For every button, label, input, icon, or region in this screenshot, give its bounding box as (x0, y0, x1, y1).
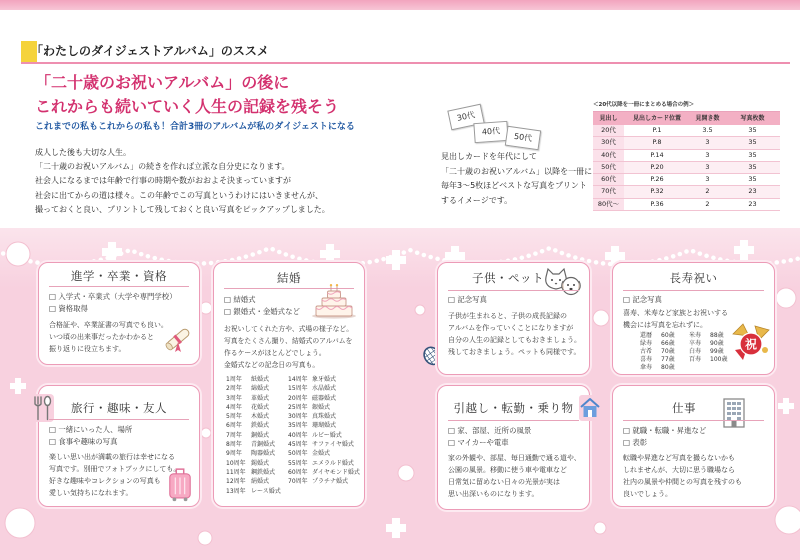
anniversary-row (288, 384, 360, 393)
anniversary-row (226, 421, 281, 430)
anniversary-row (288, 375, 360, 384)
anniversary-cell: 1周年 (226, 376, 242, 383)
table-cell: P.1 (652, 126, 662, 134)
anniversary-row (288, 449, 360, 458)
table-cell: 50代 (593, 162, 624, 173)
anniversary-cell: 4周年 (226, 403, 242, 411)
anniversary-cell: 55周年 (288, 459, 308, 467)
longevity-cell: 古希 (640, 348, 653, 355)
intro-text (35, 146, 330, 217)
anniversary-cell: 錫婚式 (251, 459, 270, 467)
card-text-line: 家の外観や、部屋、毎日通勤で通る道や、 (448, 454, 581, 462)
anniversary-row (288, 440, 360, 449)
anniversary-cell: 70周年 (288, 478, 308, 486)
card-text-line: 日常気に留めない日々の光景が実は (448, 478, 560, 486)
anniversary-row (226, 375, 281, 384)
anniversary-row (288, 459, 360, 468)
card-title: 旅行・趣味・友人 (71, 401, 167, 415)
anniversary-cell: 革婚式 (251, 394, 270, 402)
anniversary-cell: 真珠婚式 (312, 413, 337, 421)
checklist-item: □ マイカーや電車 (448, 438, 509, 447)
table-header-cell: 見出し (599, 115, 618, 122)
table-cell: 35 (748, 126, 757, 134)
table-cell: 2 (705, 187, 710, 196)
table-cell: 3 (705, 138, 710, 147)
anniversary-cell: 銅婚式 (251, 431, 270, 439)
anniversary-row (226, 449, 281, 458)
anniversary-cell: 紙婚式 (251, 376, 270, 383)
anniversary-cell: 14周年 (288, 376, 308, 383)
intro-line: 社会に出てからの道は様々。この年齢でこの写真というわけにはいきませんが、 (35, 190, 323, 200)
anniversary-cell: 40周年 (288, 431, 308, 439)
anniversary-row (288, 421, 360, 430)
card-text-line: 金婚式などの記念日の写真も。 (224, 361, 320, 369)
intro-line: 「二十歳のお祝いアルバム」の続きを作れば立派な自分史になります。 (35, 162, 290, 172)
intro-line: 社会人になるまでは年齢で行事の時期や数がおおよそ決まっていますが (35, 176, 291, 186)
table-cell: P.14 (650, 150, 664, 159)
anniversary-row (226, 394, 281, 403)
anniversary-cell: 7周年 (226, 431, 242, 439)
card-title: 仕事 (672, 401, 696, 415)
table-row (593, 199, 780, 211)
card-text-line: 良いでしょう。 (623, 490, 672, 498)
card-title-rule (49, 286, 189, 287)
anniversary-row (226, 487, 281, 496)
longevity-row (640, 348, 675, 356)
longevity-cell: 60歳 (661, 332, 675, 339)
longevity-row (640, 356, 675, 364)
caption-line: 「二十歳のお祝いアルバム」以降を一冊に (441, 166, 593, 176)
table-body (593, 125, 780, 211)
intro-line: 成人した後も大切な人生。 (35, 148, 131, 157)
longevity-cell: 米寿 (689, 332, 702, 339)
longevity-cell: 緑寿 (640, 340, 653, 347)
checklist (623, 425, 706, 449)
anniversary-cell: 綿婚式 (251, 385, 270, 393)
card-title: 進学・卒業・資格 (71, 269, 167, 283)
longevity-cell: 66歳 (661, 340, 675, 347)
table-cell: P.32 (650, 187, 664, 196)
card-education (38, 262, 200, 365)
anniversary-cell: 銀婚式 (312, 403, 331, 411)
checklist (623, 294, 662, 306)
kicker-rule (21, 62, 790, 64)
caption-line: 見出しカードを年代にして (441, 152, 537, 161)
anniversary-cell: ルビー婚式 (312, 431, 342, 439)
decade-card-50: 50代 (505, 126, 541, 151)
longevity-row (689, 356, 727, 364)
longevity-row (689, 332, 727, 340)
checklist-item: □ 入学式・卒業式（大学や専門学校） (49, 292, 177, 301)
decade-card-40: 40代 (473, 121, 508, 143)
anniversary-cell: 絹婚式 (251, 478, 270, 486)
anniversary-row (288, 477, 360, 486)
longevity-cell: 還暦 (640, 332, 653, 339)
anniversary-cell: 木婚式 (251, 413, 270, 421)
table-row (593, 186, 780, 198)
longevity-cell: 90歳 (710, 340, 724, 347)
card-text-line: 残しておきましょう。ペットも同様です。 (448, 348, 581, 356)
anniversary-row (288, 412, 360, 421)
top-stripe (0, 0, 800, 10)
anniversary-cell: 金婚式 (312, 450, 331, 458)
table-cell: P.26 (650, 175, 664, 184)
table-row (593, 174, 780, 186)
anniversary-cell: 15周年 (288, 385, 308, 393)
anniversary-cell: 陶器婚式 (251, 450, 276, 458)
page-title (35, 71, 339, 118)
longevity-ages-right (689, 332, 727, 364)
longevity-cell: 88歳 (710, 332, 724, 339)
anniversary-cell: 象牙婚式 (312, 376, 337, 383)
caption-line: するイメージです。 (441, 195, 513, 205)
caption-line: 毎年3〜5枚ほどベストな写真をプリント (441, 181, 587, 190)
dog-cat-icon (542, 267, 582, 299)
anniversary-row (226, 468, 281, 477)
longevity-cell: 99歳 (710, 348, 724, 355)
card-text (224, 323, 353, 371)
anniversary-row (226, 403, 281, 412)
card-text-line: アルバムを作っていくことになりますが (448, 324, 574, 332)
anniversary-cell: レース婚式 (251, 487, 281, 495)
table-row (593, 150, 780, 162)
card-title-rule (623, 290, 764, 291)
anniversary-list-left (226, 375, 281, 496)
checklist (49, 291, 177, 315)
card-text (448, 452, 581, 500)
longevity-row (689, 348, 727, 356)
table-header-cell: 見開き数 (695, 115, 720, 122)
anniversary-cell: 20周年 (288, 394, 308, 402)
anniversary-cell: 6周年 (226, 422, 242, 430)
table-cell: 3 (705, 150, 710, 159)
card-text-line: 子供が生まれると、子供の成長記録の (448, 312, 567, 320)
card-text-line: 自分の人生の記録としてもおきましょう。 (448, 336, 581, 344)
card-text (49, 451, 180, 499)
table-cell: P.20 (650, 162, 664, 171)
table-cell: 3.5 (702, 126, 713, 134)
anniversary-row (226, 477, 281, 486)
card-title-rule (623, 420, 764, 421)
anniversary-cell: 11周年 (226, 468, 246, 476)
anniversary-cell: 25周年 (288, 403, 308, 411)
anniversary-row (226, 440, 281, 449)
table-cell: 70代 (593, 186, 624, 197)
anniversary-cell: 35周年 (288, 422, 308, 430)
card-title-rule (49, 419, 189, 420)
card-text-line: お祝いしてくれた方や、式場の様子など。 (224, 325, 354, 333)
table-cell: 35 (748, 138, 757, 147)
card-text-line: 写真です。別冊でフォトブックにしても。 (49, 465, 181, 473)
card-text-line: 愛しい気持ちになれます。 (49, 489, 133, 497)
anniversary-cell: 30周年 (288, 413, 308, 421)
anniversary-row (226, 459, 281, 468)
card-title-rule (448, 420, 579, 421)
anniversary-cell: 磁器婚式 (312, 394, 337, 402)
table-cell: 20代 (593, 125, 624, 136)
card-title: 結婚 (277, 271, 301, 285)
title-line: これからも続いていく人生の記録を残そう (35, 96, 340, 116)
anniversary-cell: 50周年 (288, 450, 308, 458)
table-row (593, 137, 780, 149)
table-cell: 30代 (593, 137, 624, 148)
checklist-item: □ 家、部屋、近所の風景 (448, 426, 532, 435)
card-text-line: 写真をたくさん撮り、結婚式のアルバムを (224, 337, 353, 345)
table-row (593, 125, 780, 137)
card-text (448, 310, 581, 358)
anniversary-cell: プラチナ婚式 (312, 478, 349, 486)
anniversary-cell: 3周年 (226, 394, 242, 402)
longevity-row (640, 364, 675, 372)
card-text-line: 好きな趣味やコレクションの写真も (49, 477, 161, 485)
checklist-item: □ 記念写真 (448, 295, 487, 304)
anniversary-row (226, 431, 281, 440)
anniversary-cell: 13周年 (226, 487, 246, 495)
longevity-cell: 80歳 (661, 364, 675, 371)
table-cell: 60代 (593, 174, 624, 185)
table-cell: 3 (705, 162, 710, 171)
table-cell: P.36 (650, 199, 664, 208)
wedding-cake-icon (310, 283, 358, 319)
anniversary-cell: エメラルド婚式 (312, 459, 354, 467)
checklist (448, 425, 531, 449)
card-text-line: 思い出深いものになります。 (448, 490, 539, 498)
card-text-line: 公園の風景。移動に使う車や電車など (448, 466, 567, 474)
title-line: 「二十歳のお祝いアルバム」の後に (35, 73, 290, 92)
card-text-line: しれませんが、大切に思う職場なら (623, 466, 735, 474)
section-kicker: 「わたしのダイジェストアルバム」のススメ (31, 44, 269, 58)
card-marriage (213, 262, 365, 507)
card-text (623, 307, 728, 331)
table-row (593, 162, 780, 174)
checklist (49, 424, 132, 448)
anniversary-cell: 12周年 (226, 478, 246, 486)
badge-text: 祝 (744, 337, 758, 352)
page-subtitle: これまでの私もこれからの私も！合計3冊のアルバムが私のダイジェストになる (35, 122, 355, 132)
checklist-item: □ 食事や趣味の写真 (49, 437, 118, 446)
longevity-cell: 卒寿 (689, 340, 702, 347)
decade-caption (441, 150, 592, 208)
card-text-line: 転職や昇進など写真を撮らないかも (623, 454, 735, 462)
checklist-item: □ 資格取得 (49, 304, 88, 313)
checklist-item: □ 就職・転職・昇進など (623, 426, 707, 435)
anniversary-cell: 2周年 (226, 385, 242, 393)
anniversary-cell: 鋼鉄婚式 (251, 468, 276, 476)
anniversary-cell: 8周年 (226, 441, 242, 449)
table-header-cell: 見出しカード位置 (632, 115, 681, 122)
card-title-rule (448, 290, 579, 291)
checklist-item: □ 記念写真 (623, 295, 662, 304)
anniversary-cell: 5周年 (226, 413, 242, 421)
card-text-line: 楽しい思い出が満載の旅行は幸せになる (49, 453, 175, 461)
checklist-item: □ 結婚式 (224, 295, 256, 304)
checklist (448, 294, 487, 306)
anniversary-cell: 珊瑚婚式 (312, 422, 337, 430)
anniversary-row (288, 468, 360, 477)
card-text-line: 喜寿、米寿など家族とお祝いする (623, 309, 728, 317)
intro-line: 撮っておくと良い、プリントして残しておくと良い写真をピックアップしました。 (35, 204, 330, 214)
longevity-cell: 白寿 (689, 348, 702, 355)
longevity-cell: 傘寿 (640, 364, 653, 371)
longevity-cell: 70歳 (661, 348, 675, 355)
anniversary-row (288, 431, 360, 440)
card-moving (437, 385, 590, 510)
anniversary-list-right (288, 375, 360, 487)
diploma-icon (161, 323, 195, 355)
card-text-line: 社内の風景や仲間との写真を残すのも (623, 478, 742, 486)
anniversary-cell: 9周年 (226, 450, 242, 458)
card-text-line: いつ頃の出来事だったかわかると (49, 333, 154, 341)
longevity-cell: 百寿 (689, 356, 702, 363)
card-longevity (612, 262, 775, 375)
card-title: 子供・ペット (472, 271, 544, 285)
anniversary-cell: ダイヤモンド婚式 (312, 468, 360, 476)
longevity-ages-left (640, 332, 675, 372)
card-text (49, 319, 168, 355)
table-cell: 23 (748, 187, 757, 196)
table-caption: ＜20代以降を一冊にまとめる場合の例＞ (593, 102, 695, 108)
suitcase-icon (167, 466, 193, 502)
table-cell: 3 (705, 175, 710, 184)
table-cell: 35 (748, 162, 757, 171)
anniversary-row (288, 394, 360, 403)
table-cell: 35 (748, 175, 757, 184)
card-children-pets (437, 262, 590, 375)
table-header-row (593, 112, 780, 125)
longevity-row (640, 340, 675, 348)
card-work (612, 385, 775, 507)
anniversary-cell: 青銅婚式 (251, 441, 276, 449)
longevity-cell: 100歳 (710, 356, 728, 363)
card-travel (38, 385, 200, 507)
checklist-item: □ 表彰 (623, 438, 648, 447)
anniversary-cell: サファイヤ婚式 (312, 441, 354, 449)
decade-card-30: 30代 (447, 104, 484, 131)
anniversary-row (226, 412, 281, 421)
card-text-line: 機会には写真を忘れずに。 (623, 321, 707, 329)
table-cell: 35 (748, 150, 757, 159)
table-cell: 80代〜 (593, 199, 624, 210)
anniversary-row (288, 403, 360, 412)
celebration-badge-icon (729, 320, 773, 362)
table-header-cell: 写真枚数 (740, 115, 765, 122)
checklist (224, 294, 300, 318)
anniversary-cell: 60周年 (288, 468, 308, 476)
example-table (593, 111, 780, 211)
anniversary-cell: 45周年 (288, 441, 308, 449)
card-text-line: 作るケースがほとんどでしょう。 (224, 349, 326, 357)
card-text-line: 合格証や、卒業証書の写真でも良い。 (49, 321, 168, 329)
anniversary-cell: 鉄婚式 (251, 422, 270, 430)
table-cell: 40代 (593, 150, 624, 161)
longevity-cell: 喜寿 (640, 356, 653, 363)
anniversary-cell: 水晶婚式 (312, 385, 337, 393)
card-title: 引越し・転勤・乗り物 (453, 401, 574, 415)
longevity-row (640, 332, 675, 340)
checklist-item: □ 一緒にいった人、場所 (49, 425, 133, 434)
card-title: 長寿祝い (669, 271, 718, 285)
anniversary-row (226, 384, 281, 393)
table-cell: 23 (748, 199, 757, 208)
checklist-item: □ 銀婚式・金婚式など (224, 307, 300, 316)
card-text-line: 振り返りに役立ちます。 (49, 345, 126, 353)
card-text (623, 452, 742, 500)
anniversary-cell: 10周年 (226, 459, 246, 467)
table-cell: 2 (705, 199, 710, 208)
longevity-row (689, 340, 727, 348)
longevity-cell: 77歳 (661, 356, 675, 363)
table-cell: P.8 (652, 138, 662, 147)
anniversary-cell: 花婚式 (251, 403, 270, 411)
